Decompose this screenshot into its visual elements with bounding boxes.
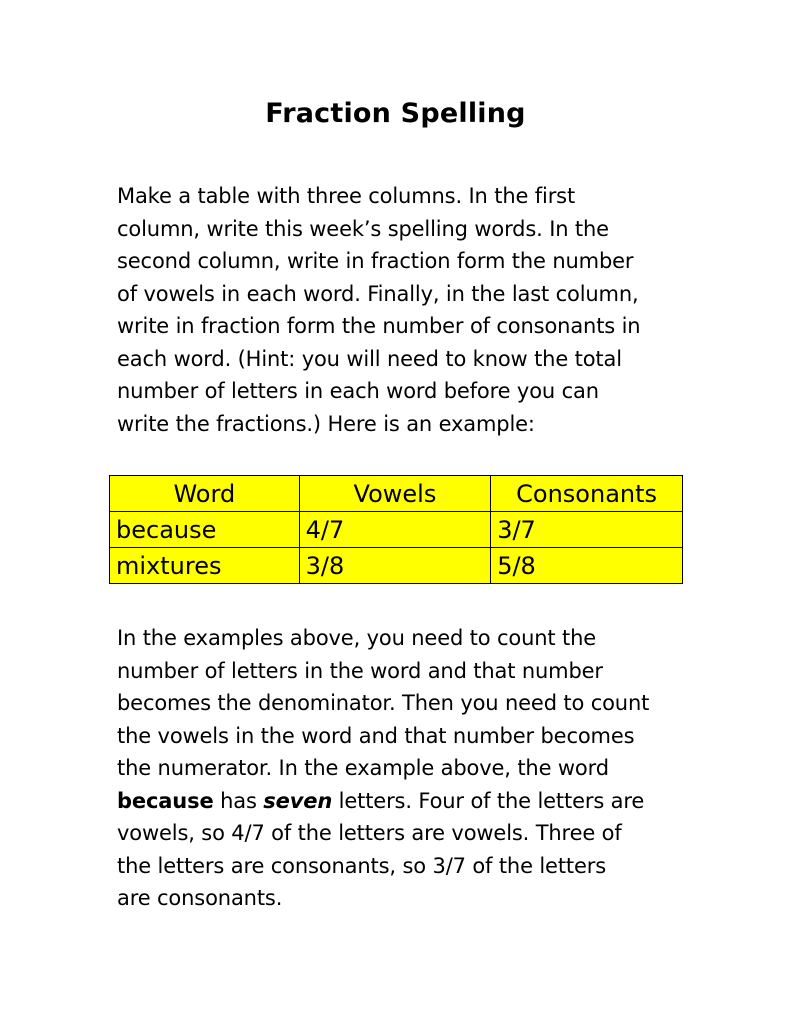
instructions-paragraph bbox=[117, 180, 682, 440]
explanation-line: vowels, so 4/7 of the letters are vowels. Three of bbox=[117, 821, 622, 845]
instructions-line: write the fractions.) Here is an example: bbox=[117, 411, 535, 436]
column-header-vowels: Vowels bbox=[299, 476, 491, 512]
explanation-line-emphasis bbox=[117, 785, 682, 818]
word-cell: because bbox=[110, 512, 300, 548]
emphasized-word-because: because bbox=[117, 788, 214, 813]
explanation-line: becomes the denominator. Then you need to count bbox=[117, 691, 650, 715]
table-row bbox=[110, 512, 683, 548]
column-header-word: Word bbox=[110, 476, 300, 512]
example-table bbox=[109, 475, 683, 584]
instructions-line: of vowels in each word. Finally, in the last column, bbox=[117, 281, 639, 306]
vowels-cell: 3/8 bbox=[299, 548, 491, 584]
instructions-line: each word. (Hint: you will need to know the total bbox=[117, 346, 622, 371]
page-title: Fraction Spelling bbox=[265, 98, 526, 129]
table-row bbox=[110, 548, 683, 584]
explanation-paragraph bbox=[117, 622, 682, 915]
word-cell: mixtures bbox=[110, 548, 300, 584]
column-header-consonants: Consonants bbox=[491, 476, 683, 512]
vowels-cell: 4/7 bbox=[299, 512, 491, 548]
instructions-line: Make a table with three columns. In the first bbox=[117, 184, 576, 208]
explanation-line: number of letters in the word and that number bbox=[117, 658, 603, 683]
explanation-line: are consonants. bbox=[117, 886, 283, 910]
explanation-line: the letters are consonants, so 3/7 of the letters bbox=[117, 853, 607, 878]
instructions-line: number of letters in each word before you can bbox=[117, 379, 599, 403]
explanation-line: the numerator. In the example above, the word bbox=[117, 756, 609, 780]
explanation-line: In the examples above, you need to count the bbox=[117, 626, 597, 650]
explanation-text: has bbox=[213, 788, 264, 813]
explanation-text: letters. Four of the letters are bbox=[332, 788, 645, 813]
emphasized-word-seven: seven bbox=[263, 788, 333, 813]
instructions-line: write in fraction form the number of consonants in bbox=[117, 314, 641, 338]
instructions-line: second column, write in fraction form the number bbox=[117, 249, 634, 273]
consonants-cell: 5/8 bbox=[491, 548, 683, 584]
instructions-line: column, write this week’s spelling words. In the bbox=[117, 216, 609, 241]
explanation-line: the vowels in the word and that number becomes bbox=[117, 723, 635, 748]
table-header-row bbox=[110, 476, 683, 512]
consonants-cell: 3/7 bbox=[491, 512, 683, 548]
